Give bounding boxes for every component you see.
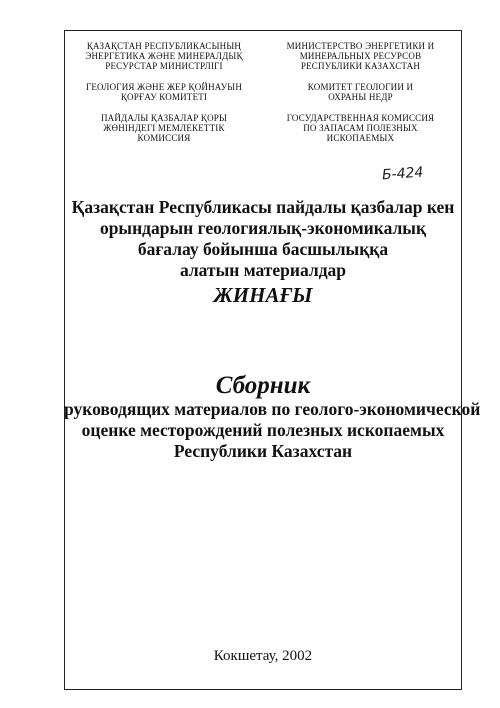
russian-title: руководящих материалов по геолого-экономической оценке месторождений полезных ископаемых Республики Казахстан xyxy=(64,399,481,461)
kazakh-title-emphasis: ЖИНАҒЫ xyxy=(213,283,313,307)
library-stamp: Б-424 xyxy=(381,164,424,184)
header-left-commission: ПАЙДАЛЫ ҚАЗБАЛАР ҚОРЫ ЖӨНІНДЕГІ МЕМЛЕКЕТТІК КОМИССИЯ xyxy=(100,113,228,143)
header-right-ministry: МИНИСТЕРСТВО ЭНЕРГЕТИКИ И МИНЕРАЛЬНЫХ РЕСУРСОВ РЕСПУБЛИКИ КАЗАХСТАН xyxy=(286,41,435,71)
header-left-ministry: ҚАЗАҚСТАН РЕСПУБЛИКАСЫНЫҢ ЭНЕРГЕТИКА ЖӘНЕ МИНЕРАЛДЫҚ РЕСУРСТАР МИНИСТРЛІГІ xyxy=(85,41,243,71)
header-right-commission: ГОСУДАРСТВЕННАЯ КОМИССИЯ ПО ЗАПАСАМ ПОЛЕЗНЫХ ИСКОПАЕМЫХ xyxy=(286,113,435,143)
header-left-committee: ГЕОЛОГИЯ ЖӘНЕ ЖЕР ҚОЙНАУЫН ҚОРҒАУ КОМИТЕТІ xyxy=(85,82,243,102)
kazakh-title: Қазақстан Республикасы пайдалы қазбалар кен орындарын геологиялық-экономикалық бағалау бойынша басшылыққа алатын материалдар xyxy=(71,197,455,280)
imprint-city-year: Кокшетау, 2002 xyxy=(213,648,313,664)
russian-title-heading: Сборник xyxy=(215,372,311,399)
header-right-committee: КОМИТЕТ ГЕОЛОГИИ И ОХРАНЫ НЕДР xyxy=(307,82,414,102)
